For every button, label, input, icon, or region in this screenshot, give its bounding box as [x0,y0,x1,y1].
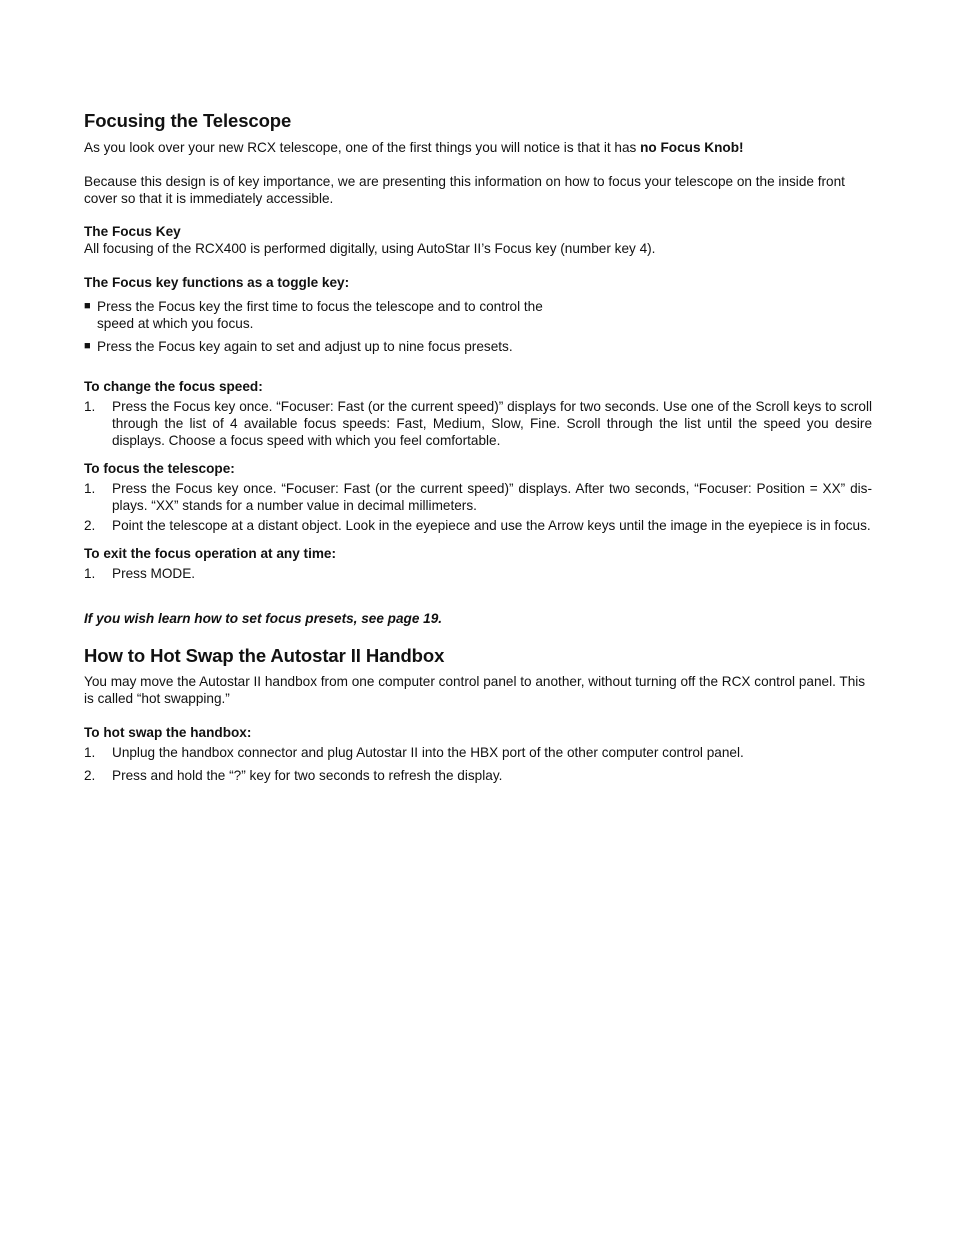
step-text: Press and hold the “?” key for two seconds to refresh the display. [112,768,503,783]
numbered-step [84,565,872,582]
bullet-square-icon: ■ [84,300,91,312]
bullet-item [84,338,872,355]
toggle-heading: The Focus key functions as a toggle key: [84,275,350,290]
hot-swap-intro: You may move the Autostar II handbox from one computer control panel to another, without turning off the RCX control panel. This is called “hot swapping.” [84,674,866,706]
step-number: 1. [84,481,96,496]
focus-telescope-heading: To focus the telescope: [84,461,235,476]
step-number: 1. [84,745,96,760]
bullet-text: Press the Focus key again to set and adjust up to nine focus presets. [97,339,513,354]
step-text: Press MODE. [112,566,196,581]
step-text: Point the telescope at a distant object. Look in the eyepiece and use the Arrow keys until the image in the eyepiece is in focus. [112,518,871,533]
focus-presets-note: If you wish learn how to set focus presets, see page 19. [84,611,443,626]
focus-key-heading: The Focus Key [84,224,181,239]
step-number: 1. [84,566,96,581]
numbered-step [84,398,872,449]
numbered-step [84,480,872,514]
design-paragraph: Because this design is of key importance, we are presenting this information on how to focus your telescope on the inside front cover so that it is immediately accessible. [84,174,845,206]
step-number: 2. [84,518,96,533]
bullet-item [84,298,544,332]
exit-heading: To exit the focus operation at any time: [84,546,337,561]
hot-swap-steps-heading: To hot swap the handbox: [84,725,252,740]
numbered-step [84,517,872,534]
focus-key-paragraph: All focusing of the RCX400 is performed digitally, using AutoStar II’s Focus key (number key 4). [84,241,656,256]
change-speed-heading: To change the focus speed: [84,379,263,394]
step-number: 2. [84,768,96,783]
intro-paragraph [84,139,872,156]
intro-bold-text: no Focus Knob! [640,140,744,155]
step-text: Press the Focus key once. “Focuser: Fast (or the current speed)” displays. After two seconds, “Focuser: Position = XX” dis-plays. “XX” stands for a number value in decimal millimeters. [112,481,872,513]
step-text: Unplug the handbox connector and plug Autostar II into the HBX port of the other computer control panel. [112,745,744,760]
intro-text: As you look over your new RCX telescope, one of the first things you will notice is that it has [84,140,641,155]
section-title-focusing: Focusing the Telescope [84,110,292,131]
section-title-hot-swap: How to Hot Swap the Autostar II Handbox [84,645,445,666]
numbered-step [84,744,872,761]
step-number: 1. [84,399,96,414]
numbered-step [84,767,872,784]
bullet-square-icon: ■ [84,340,91,352]
document-page [84,109,872,784]
bullet-text: Press the Focus key the first time to focus the telescope and to control the speed at which you focus. [97,299,543,331]
step-text: Press the Focus key once. “Focuser: Fast (or the current speed)” displays for two seconds. Use one of the Scroll keys to scroll through the list of 4 available focus speeds: Fast, Medium, Slow, Fine. Scroll through the list until the speed you desire displays. Choose a focus speed with which you feel comfortable. [112,399,872,448]
